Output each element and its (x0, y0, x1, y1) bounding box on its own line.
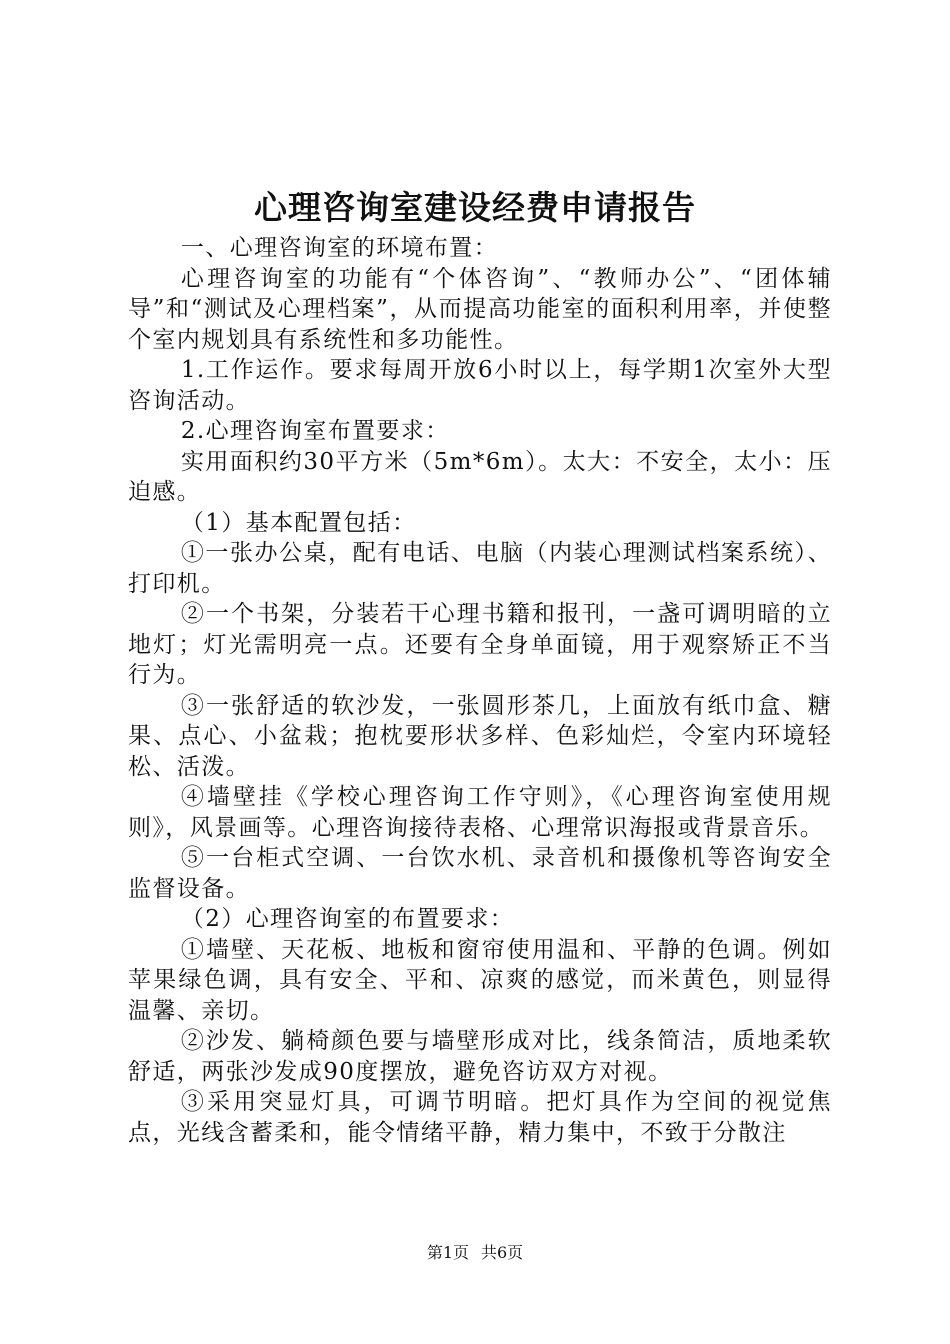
section-heading: 一、心理咨询室的环境布置： (180, 235, 499, 261)
list-item: ④墙壁挂《学校心理咨询工作守则》，《心理咨询室使用规则》，风景画等。心理咨询接待表格、心理常识海报或背景音乐。 (128, 784, 832, 841)
list-item: ②沙发、躺椅颜色要与墙壁形成对比，线条简洁，质地柔软舒适，两张沙发成90度摆放，避免咨访双方对视。 (128, 1028, 832, 1085)
list-item: ③一张舒适的软沙发，一张圆形茶几，上面放有纸巾盒、糖果、点心、小盆栽；抱枕要形状多样、色彩灿烂，令室内环境轻松、活泼。 (128, 692, 832, 780)
document-title: 心理咨询室建设经费申请报告 (254, 188, 696, 227)
document-body (128, 233, 832, 1148)
page-footer (0, 1242, 950, 1264)
list-item: ①墙壁、天花板、地板和窗帘使用温和、平静的色调。例如苹果绿色调，具有安全、平和、凉爽的感觉，而米黄色，则显得温馨、亲切。 (128, 936, 832, 1024)
sub-heading: 2.心理咨询室布置要求： (180, 418, 450, 444)
body-paragraph: 心理咨询室的功能有“个体咨询”、“教师办公”、“团体辅导”和“测试及心理档案”，从而提高功能室的面积利用率，并使整个室内规划具有系统性和多功能性。 (128, 265, 832, 353)
list-item: ①一张办公桌，配有电话、电脑（内装心理测试档案系统）、打印机。 (128, 540, 832, 597)
list-item: ⑤一台柜式空调、一台饮水机、录音机和摄像机等咨询安全监督设备。 (128, 845, 832, 902)
sub-heading: （2）心理咨询室的布置要求： (180, 906, 515, 932)
sub-heading: （1）基本配置包括： (180, 509, 417, 536)
body-paragraph: 1.工作运作。要求每周开放6小时以上，每学期1次室外大型咨询活动。 (128, 357, 832, 414)
page-number: 第1页 (426, 1243, 469, 1262)
body-paragraph: 实用面积约30平方米（5m*6m）。太大：不安全，太小：压迫感。 (128, 448, 832, 505)
list-item: ②一个书架，分装若干心理书籍和报刊，一盏可调明暗的立地灯；灯光需明亮一点。还要有全身单面镜，用于观察矫正不当行为。 (128, 601, 832, 688)
list-item: ③采用突显灯具，可调节明暗。把灯具作为空间的视觉焦点，光线含蓄柔和，能令情绪平静，精力集中，不致于分散注 (128, 1089, 832, 1146)
page-total: 共6页 (481, 1243, 524, 1262)
